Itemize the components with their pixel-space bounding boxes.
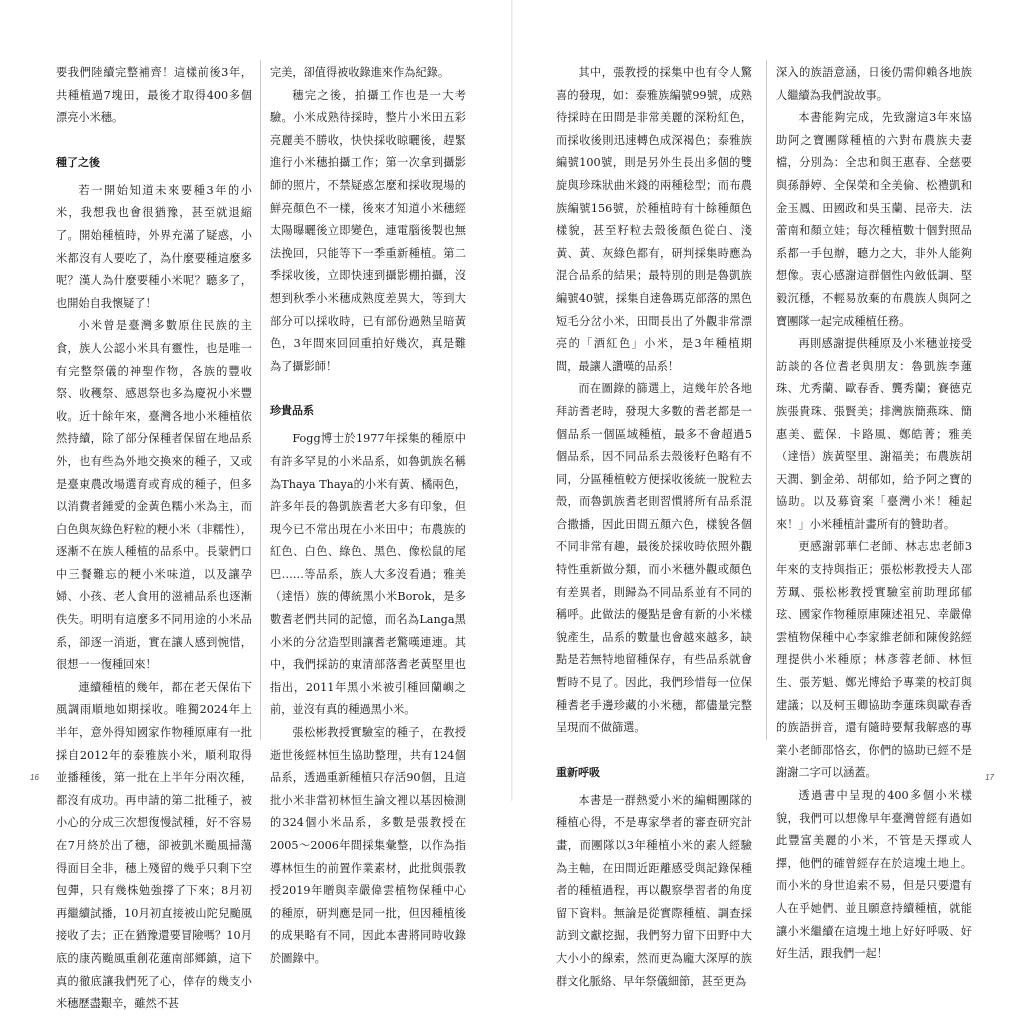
paragraph: 完美，卻值得被收錄進來作為紀錄。 bbox=[270, 66, 450, 79]
right-page-column-1 bbox=[556, 62, 752, 993]
paragraph: 連續種植的幾年，都在老天保佑下風調雨順地如期採收。唯獨2024年上半年，意外得知國家作物種原庫有一批採自2012年的泰雅族小米，順利取得並播種後，第一批在上半年分兩次種，都沒有成功。再申請的第二批種子，被小心的分成三次想復慢試種，好不容易在7月終於出了穗，卻被凱米颱風掃蕩得面目全非，穗上殘留的幾乎只剩下空包彈，只有幾株勉強撐了下來；8月初再繼續試播，10月初直接被山陀兒颱風接收了去；正在猶豫還要冒險嗎？10月底的康芮颱風重創花蓮南部鄉鎮，這下真的徹底讓我們死了心，倖存的幾支小米穗歷盡艱辛，雖然不甚 bbox=[56, 680, 252, 1011]
right-page-column-2 bbox=[776, 62, 972, 966]
section-heading: 重新呼吸 bbox=[556, 765, 600, 779]
paragraph: 要我們陸續完整補齊！這樣前後3年，共種植過7塊田，最後才取得400多個漂亮小米穗。 bbox=[56, 66, 252, 125]
left-page-column-1 bbox=[56, 62, 252, 1016]
paragraph: 本書能夠完成，先致謝這3年來協助阿之寶團隊種植的六對布農族夫妻檔，分別為：全忠和與王惠春、全慈要與孫靜婷、全保榮和全美倫、松禮凱和金玉鳳、田國政和吳玉蘭、昆帝夫．法蕾南和顏立娃；每次種植數十個對照品系都一手包辦，聽力之大，非外人能夠想像。衷心感謝這群個性內斂低調、堅毅沉穩，不輕易放棄的布農族人與阿之寶團隊一起完成種植任務。 bbox=[776, 111, 972, 328]
paragraph: 其中，張教授的採集中也有令人驚喜的發現，如：泰雅族編號99號，成熟待採時在田間是非常美麗的深粉紅色，而採收後則迅速轉色成深褐色；泰雅族編號100號，則是另外生長出多個的雙旋與珍珠狀曲米錢的兩種稔型；而布農族編號156號，於種植時有十餘種顏色樣貌，甚至籽粒去殼後顏色從白、淺黃、黃、灰綠色都有，研判採集時應為混合品系的結果；最特別的則是魯凱族編號40號，採集自達魯瑪克部落的黑色短毛分岔小米，田間長出了外觀非常漂亮的「酒紅色」小米，是3年種植期間，最讓人讚嘆的品系！ bbox=[556, 66, 752, 373]
paragraph: 而在圖錄的篩選上，這幾年於各地拜訪耆老時，發現大多數的耆老都是一個品系一個區域種植，最多不會超過5個品系，因不同品系去殼後籽色略有不同，分區種植較方便採收後統一脫粒去殼，而魯凱族耆老則習慣將所有品系混合撒播，因此田間五顏六色，樣貌各個不同非常有趣，最後於採收時依照外觀特性重新做分類，而小米穗外觀或顏色有差異者，則歸為不同品系並有不同的稱呼。此做法的優點是會有新的小米樣貌產生，品系的數量也會越來越多，缺點是若無特地留種保存，有些品系就會暫時不見了。因此，我們珍惜每一位保種耆老手邊珍藏的小米穗，都儘量完整呈現而不做篩選。 bbox=[556, 382, 752, 735]
paragraph: Fogg博士於1977年採集的種原中有許多罕見的小米品系，如魯凱族名稱為Thaya Thaya的小米有黃、橘兩色，許多年長的魯凱族耆老大多有印象，但現今已不常出現在小米田中；布農族的紅色、白色、綠色、黑色、像松鼠的尾巴……等品系，族人大多沒看過；雅美（達悟）族的傳統黑小米Borok，是多數耆老們共同的記憶，而名為Langa黑小米的分岔造型則讓耆老驚嘆連連。其中，我們採訪的東清部落耆老黃堅里也指出，2011年黑小米被引種回蘭嶼之前，並沒有真的種過黑小米。 bbox=[270, 432, 466, 717]
right-page bbox=[512, 0, 1024, 988]
paragraph: 透過書中呈現的400多個小米樣貌，我們可以想像早年臺灣曾經有過如此豐富美麗的小米，不管是天擇或人擇，他們的確曾經存在於這塊土地上。而小米的身世追索不易，但是只要還有人在乎她們、並且願意持續種植，就能讓小米繼續在這塊土地上好好呼吸、好好生活，跟我們一起！ bbox=[776, 789, 972, 961]
paragraph: 穗完之後，拍攝工作也是一大考驗。小米成熟待採時，整片小米田五彩亮麗美不勝收，快快採收晾曬後，趕緊進行小米穗拍攝工作；第一次拿到攝影師的照片，不禁疑惑怎麼和採收現場的鮮亮顏色不一樣，後來才知道小米穗經太陽曝曬後立即變色，連電腦後製也無法挽回，只能等下一季重新種植。第二季採收後，立即快速到攝影棚拍攝，沒想到秋季小米穗成熟度差異大，等到大部分可以採收時，已有部份過熟呈暗黃色，3年間來回回重拍好幾次，真是難為了攝影師！ bbox=[270, 88, 466, 373]
column-divider bbox=[260, 60, 261, 740]
paragraph: 張松彬教授實驗室的種子，在教授逝世後經林恒生協助整理，共有124個品系，透過重新種植只存活90個，且這批小米非當初林恒生論文裡以基因檢測的324個小米品系，多數是張教授在2005～2006年間採集彙整，以作為指導林恒生的前置作業素材，此批與張教授2019年贈與幸嚴偉雲植物保種中心的種原，研判應是同一批，但因種植後的成果略有不同，因此本書將同時收錄於圖錄中。 bbox=[270, 726, 466, 965]
paragraph: 本書是一群熱愛小米的編輯團隊的種植心得，不是專家學者的審查研究計畫，而團隊以3年種植小米的素人經驗為主軸，在田間近距離感受與記錄保種者的種植過程，再以觀察學習者的角度留下資料。無論是從實際種植、調查採訪到文獻挖掘，我們努力留下田野中大大小小的線索，然而更為龐大深厚的族群文化脈絡、早年祭儀細節，甚至更為 bbox=[556, 793, 752, 988]
paragraph: 深入的族語意涵，日後仍需仰賴各地族人繼續為我們說故事。 bbox=[776, 66, 972, 102]
page-number: 16 bbox=[30, 773, 39, 782]
section-heading: 珍貴品系 bbox=[270, 404, 314, 418]
left-page-column-2 bbox=[270, 62, 466, 971]
paragraph: 小米曾是臺灣多數原住民族的主食，族人公認小米具有靈性，也是唯一有完整祭儀的神聖作物，各族的豐收祭、收穫祭、感恩祭也多為慶祝小米豐收。近十餘年來，臺灣各地小米種植依然持續，除了部分保種者保留在地品系外，也有些為外地交換來的種子，又或是臺東農改場選育或育成的種子，但多以消費者鍾愛的金黃色糯小米為主，而白色與灰綠色籽粒的粳小米（非糯性），逐漸不在族人種植的品系中。長蒙們口中三餐難忘的粳小米味道，以及讓孕婦、小孩、老人食用的滋補品系也逐漸佚失。明明有這麼多不同用途的小米品系，卻逐一消逝，實在讓人感到惋惜，很想一一復種回來！ bbox=[56, 319, 252, 672]
page-number: 17 bbox=[985, 773, 994, 782]
section-heading: 種了之後 bbox=[56, 155, 100, 169]
column-divider bbox=[766, 60, 767, 740]
paragraph: 再則感謝提供種原及小米穗並接受訪談的各位耆老與朋友：魯凱族李蓮珠、尤秀蘭、歐春香、龔秀蘭；賽德克族張貴珠、張賢美；排灣族簡燕珠、簡惠美、藍保．卡路風、鄭皓菁；雅美（達悟）族黃堅里、謝福美；布農族胡天潤、劉金弟、胡郁如，給予阿之寶的協助。以及募資案「臺灣小米！種起來！」小米種植計畫所有的贊助者。 bbox=[776, 337, 972, 531]
left-page bbox=[0, 0, 512, 1011]
paragraph: 更感謝郭華仁老師、林志忠老師3年來的支持與指正；張松彬教授夫人邵芳珮、張松彬教授實驗室前助理邱郁玹、國家作物種原庫陳述祖兄、幸嚴偉雲植物保種中心李家維老師和陳俊銘經理提供小米種原；林彥蓉老師、林恒生、張芳魁、鄭光博給予專業的校訂與建議；以及柯玉卿協助李蓮珠與歐春香的族語拼音，還有隨時要幫我解惑的專業小老師邵恪玄，你們的協助已經不是謝謝二字可以涵蓋。 bbox=[776, 540, 972, 780]
paragraph: 若一開始知道未來要種3年的小米，我想我也會很猶豫，甚至就退縮了。開始種植時，外界充滿了疑惑，小米都沒有人要吃了，為什麼要種這麼多呢？漢人為什麼要種小米呢？聽多了，也開始自我懷疑了！ bbox=[56, 183, 252, 310]
